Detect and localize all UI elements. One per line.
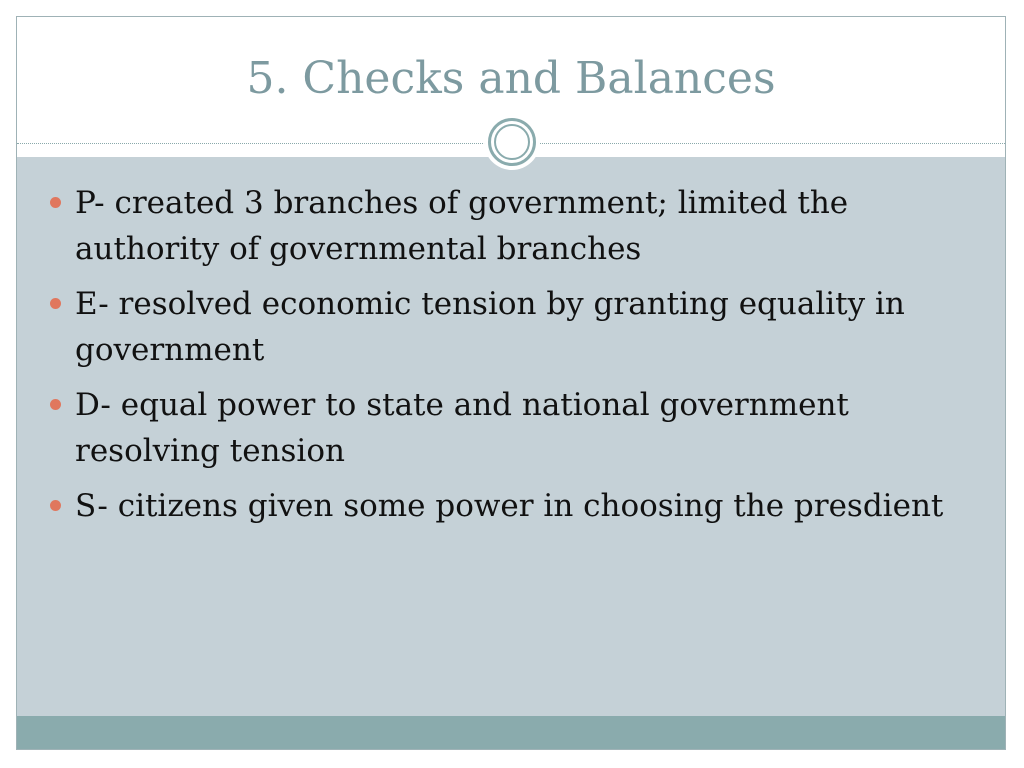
bullet-text: D- equal power to state and national government resolving tension [75, 387, 849, 469]
bullet-dot-icon [50, 197, 61, 208]
footer-band [17, 716, 1005, 750]
bullet-item [47, 382, 977, 474]
bullet-item [47, 483, 977, 529]
slide-title: 5. Checks and Balances [246, 53, 776, 104]
bullet-dot-icon [50, 399, 61, 410]
bullet-dot-icon [50, 500, 61, 511]
bullet-text: S- citizens given some power in choosing the presdient [75, 488, 944, 524]
bullet-list [47, 180, 977, 538]
slide [16, 16, 1006, 750]
bullet-item [47, 281, 977, 373]
inner-circle-ornament-icon [494, 124, 530, 160]
bullet-dot-icon [50, 298, 61, 309]
bullet-item [47, 180, 977, 272]
bullet-text: P- created 3 branches of government; limited the authority of governmental branches [75, 185, 849, 267]
bullet-text: E- resolved economic tension by granting equality in government [75, 286, 905, 368]
